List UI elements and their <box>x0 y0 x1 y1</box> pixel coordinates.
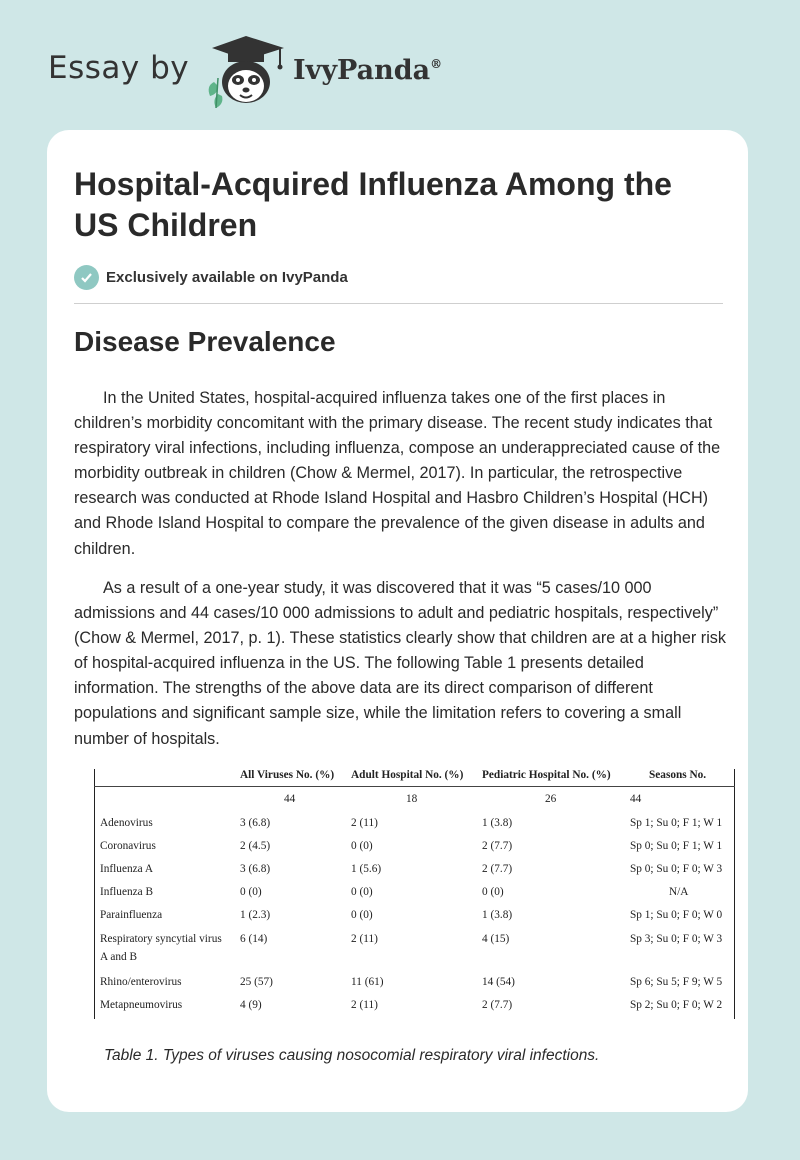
table-cell: Sp 2; Su 0; F 0; W 2 <box>630 999 723 1011</box>
table-cell: 3 (6.8) <box>240 863 271 875</box>
table-cell: 2 (4.5) <box>240 840 271 852</box>
table-row-label: Influenza A <box>100 863 154 875</box>
table-row-label: Respiratory syncytial virus <box>100 933 222 945</box>
divider <box>74 303 723 304</box>
brand-text: IvyPanda <box>293 55 431 86</box>
table-cell: 11 (61) <box>351 976 384 988</box>
table-cell: 0 (0) <box>351 886 373 898</box>
table-header-cell: Pediatric Hospital No. (%) <box>482 769 611 781</box>
table-cell: 25 (57) <box>240 976 273 988</box>
table-cell: 0 (0) <box>351 909 373 921</box>
site-header <box>0 0 800 120</box>
table-cell: 14 (54) <box>482 976 515 988</box>
table-header-cell: All Viruses No. (%) <box>240 769 335 781</box>
table-cell: 2 (7.7) <box>482 863 513 875</box>
table-cell: 2 (11) <box>351 933 378 945</box>
table-total-cell: 44 <box>284 793 296 805</box>
exclusive-badge <box>74 264 348 290</box>
table-row-label: Parainfluenza <box>100 909 163 921</box>
table-cell: 2 (7.7) <box>482 999 513 1011</box>
table-cell: 1 (2.3) <box>240 909 271 921</box>
virus-table <box>93 769 736 1019</box>
table-cell: Sp 0; Su 0; F 1; W 1 <box>630 840 723 852</box>
table-cell: 0 (0) <box>240 886 262 898</box>
paragraph: As a result of a one-year study, it was discovered that it was “5 cases/10 000 admissions and 44 cases/10 000 admissions to adult and pediatric hospitals, respectively” (Chow & Mermel, 2017, p. 1). These statistics clearly show that children are at a higher risk of hospital-acquired influenza in the US. The following Table 1 presents detailed information. The strengths of the above data are its direct comparison of different populations and significant sample size, while the limitation refers to covering a small number of hospitals. <box>74 579 726 748</box>
check-icon <box>74 265 99 290</box>
table-total-cell: 26 <box>545 793 557 805</box>
paragraph: In the United States, hospital-acquired influenza takes one of the first places in children’s morbidity concomitant with the primary disease. The recent study indicates that respiratory viral infections, including influenza, compose an underappreciated cause of the morbidity outbreak in children (Chow & Mermel, 2017). In particular, the retrospective research was conducted at Rhode Island Hospital and Hasbro Children’s Hospital (HCH) and Rhode Island Hospital to compare the prevalence of the given disease in adults and children. <box>74 389 721 558</box>
page-title: Hospital-Acquired Influenza Among the US Children <box>74 166 672 243</box>
table-header-cell: Seasons No. <box>649 769 707 781</box>
table-border-right <box>734 769 735 1019</box>
table-cell: 2 (11) <box>351 999 378 1011</box>
article-card <box>47 130 748 1112</box>
section-heading: Disease Prevalence <box>74 326 336 357</box>
table-cell: Sp 0; Su 0; F 0; W 3 <box>630 863 723 875</box>
table-row-label: Coronavirus <box>100 840 156 852</box>
table-caption: Table 1. Types of viruses causing nosocomial respiratory viral infections. <box>104 1047 600 1064</box>
table-row-label: Metapneumovirus <box>100 999 183 1011</box>
table-header-cell: Adult Hospital No. (%) <box>351 769 464 781</box>
table-cell: Sp 3; Su 0; F 0; W 3 <box>630 933 723 945</box>
table-cell: 2 (11) <box>351 817 378 829</box>
table-row-label-cont: A and B <box>100 951 138 963</box>
registered-mark: ® <box>430 57 443 71</box>
table-header-rule <box>94 786 735 787</box>
table-cell: Sp 6; Su 5; F 9; W 5 <box>630 976 723 988</box>
brand-name[interactable] <box>293 55 442 86</box>
table-cell: Sp 1; Su 0; F 1; W 1 <box>630 817 723 829</box>
essay-by-label: Essay by <box>48 50 190 86</box>
table-cell: 0 (0) <box>482 886 504 898</box>
table-cell: 4 (15) <box>482 933 510 945</box>
table-cell: 3 (6.8) <box>240 817 271 829</box>
table-cell: N/A <box>669 886 689 898</box>
ivypanda-logo-icon[interactable] <box>200 36 292 110</box>
table-total-cell: 18 <box>406 793 418 805</box>
table-cell: 2 (7.7) <box>482 840 513 852</box>
table-cell: 6 (14) <box>240 933 268 945</box>
table-row-label: Rhino/enterovirus <box>100 976 182 988</box>
table-total-cell: 44 <box>630 793 642 805</box>
table-border-left <box>94 769 95 1019</box>
table-row-label: Adenovirus <box>100 817 153 829</box>
table-cell: 1 (5.6) <box>351 863 382 875</box>
table-row-label: Influenza B <box>100 886 154 898</box>
table-cell: 1 (3.8) <box>482 817 513 829</box>
table-cell: Sp 1; Su 0; F 0; W 0 <box>630 909 723 921</box>
table-cell: 4 (9) <box>240 999 262 1011</box>
table-cell: 1 (3.8) <box>482 909 513 921</box>
exclusive-label: Exclusively available on IvyPanda <box>106 268 348 286</box>
table-cell: 0 (0) <box>351 840 373 852</box>
